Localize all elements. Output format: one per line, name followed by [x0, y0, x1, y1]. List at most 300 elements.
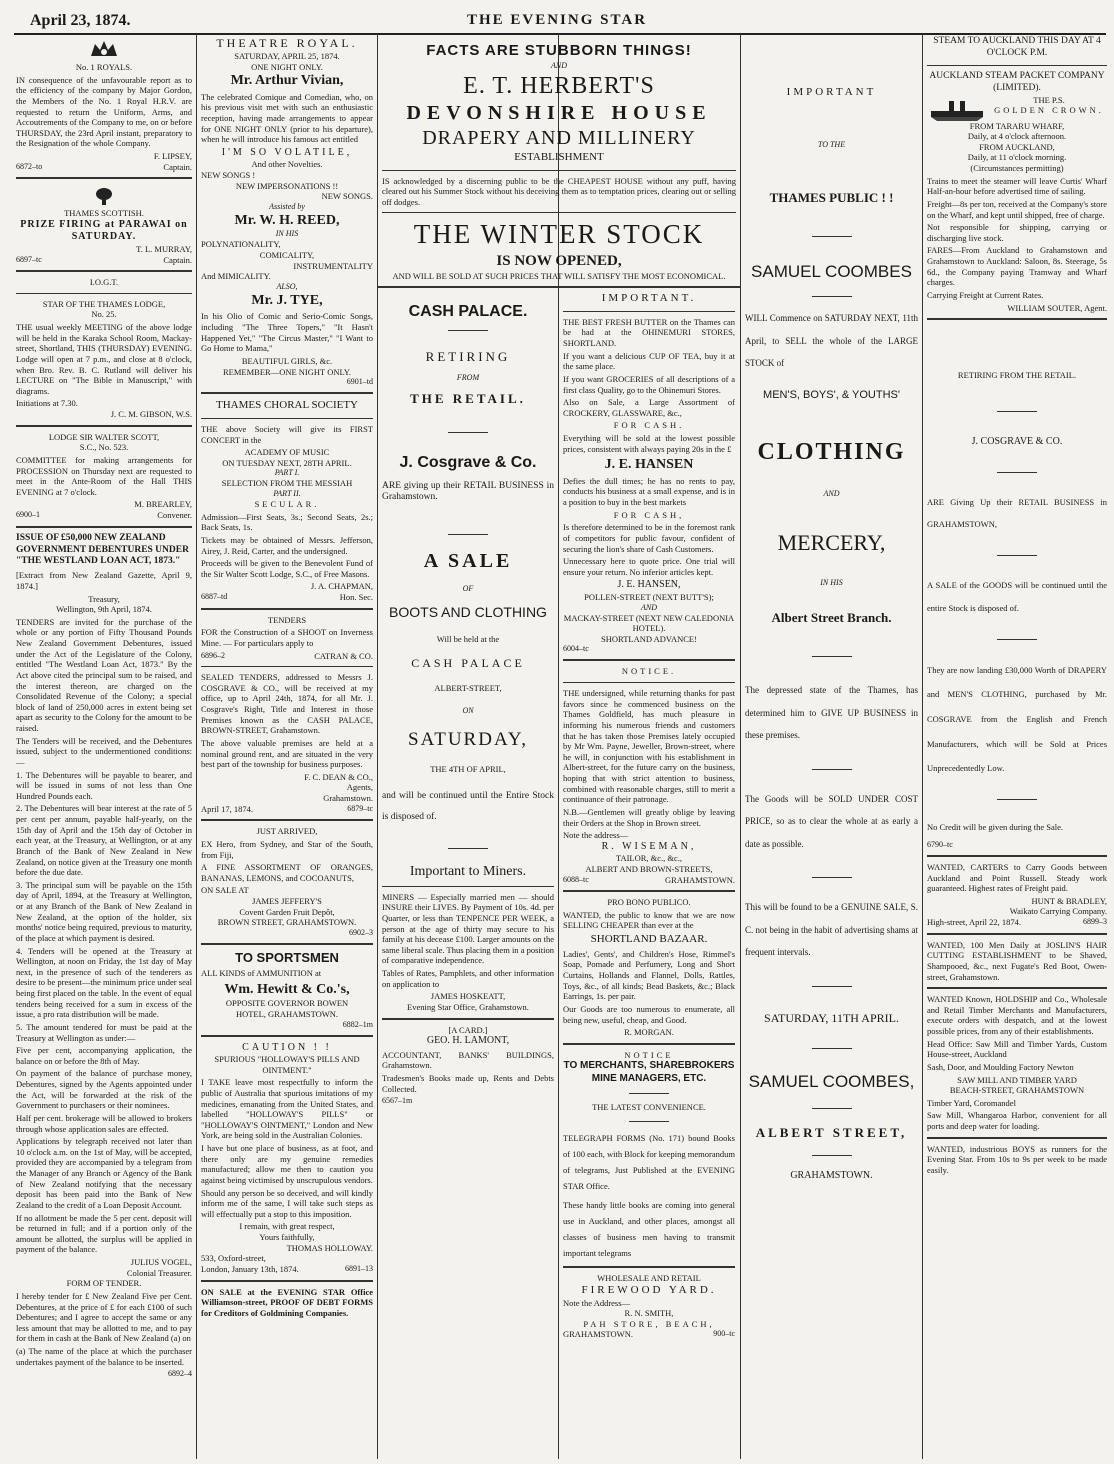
theatre-mim: And MIMICALITY. [201, 271, 271, 282]
theatre-reed: Mr. W. H. REED, [234, 212, 340, 228]
herbert-sold: AND WILL BE SOLD AT SUCH PRICES THAT WILL SATISFY THE MOST ECONOMICAL. [392, 270, 726, 281]
divider [201, 1035, 373, 1037]
divider [563, 659, 735, 661]
choral-secular: SECULAR. [254, 499, 320, 509]
telegraph-handy: These handy little books are coming into general use in Auckland, and other places, amongst all classes of business men having to transmit important telegrams [563, 1199, 735, 1258]
theatre-songs2: NEW SONGS. [321, 191, 373, 202]
hansen-body2: Is therefore determined to be in the foremost rank of competitors for public favour, confident of securing the lion's share of Cash Customers. [563, 522, 735, 554]
steam-from: FROM TARARU WHARF, [969, 120, 1065, 131]
loan-title: ISSUE OF £50,000 NEW ZEALAND GOVERNMENT DEBENTURES UNDER "THE WESTLAND LOAN ACT, 1873." [16, 532, 189, 567]
choral-body: THE above Society will give its FIRST CONCERT in the [201, 423, 373, 445]
ad-ref: 900–tc [713, 1329, 735, 1339]
caution-date: London, January 13th, 1874. [201, 1263, 299, 1274]
theatre-date: SATURDAY, APRIL 25, 1874. [234, 51, 340, 61]
iogt-lodge: STAR OF THE THAMES LODGE, [42, 298, 166, 309]
royals-signer: F. LIPSEY, [153, 151, 192, 161]
theatre-also: ALSO, [276, 281, 298, 291]
sportsmen-body: ALL KINDS of AMMUNITION at [201, 968, 322, 979]
loan-item: 4. Tenders will be opened at the Treasury at Wellington, at noon on Friday, the 1st day of May next, in the presence of such of the tenderers as desire to be present—the minimum price under seal being first placed on the table. In the event of equal tenders being received for a sum in excess of the issue, a pro rata distribution will be made. [16, 945, 192, 1020]
tea-text: If you want a delicious CUP OF TEA, buy it at the same place. [563, 350, 735, 372]
divider [448, 330, 488, 331]
hansen-name-2: J. E. HANSEN, [617, 579, 681, 591]
herbert-name: E. T. HERBERT'S [463, 72, 655, 99]
steam-freight: Freight—8s per ton, received at the Company's store on the Wharf, and kept until shipped, free of charge. [927, 198, 1107, 220]
choral-messiah: SELECTION FROM THE MESSIAH [221, 478, 353, 489]
ad-ref: 6892–4 [168, 1369, 192, 1379]
column-5 [745, 36, 918, 1461]
devonshire-house: DEVONSHIRE HOUSE [406, 101, 712, 124]
ad-ref: 6899–3 [1083, 917, 1107, 927]
sale-continued: and will be continued until the Entire Stock is disposed of. [382, 791, 554, 823]
divider [812, 986, 852, 987]
theatre-one-night: ONE NIGHT ONLY. [251, 61, 323, 72]
loan-signer: JULIUS VOGEL, [130, 1257, 192, 1267]
divider [382, 1018, 554, 1020]
hansen-name: J. E. HANSEN [604, 457, 694, 473]
steam-notresp: Not responsible for shipping, carrying or discharging live stock. [927, 222, 1107, 243]
iogt-initiations: Initiations at 7.30. [16, 398, 78, 409]
firewood-pah: PAH STORE, BEACH, [583, 1318, 715, 1329]
iogt-body: THE usual weekly MEETING of the above lodge will be held in the Karaka School Room, Mackay-street, Shortland, THIS (THURSDAY) EVENING. Lodge will open at 7 p.m., and close at 8 o'clock, when Bro. Rev. B. C. Rutland will deliver his LECTURE on "The Bible in Manuscript," with diagrams. [16, 322, 192, 396]
steam-carrying: Carrying Freight at Current Rates. [927, 289, 1044, 300]
cosgrave-body: ARE giving up their RETAIL BUSINESS in Grahamstown. [382, 480, 554, 503]
lamont-accountant: ACCOUNTANT, BANKS' BUILDINGS, Grahamstown. [382, 1049, 554, 1071]
theatre-girls: BEAUTIFUL GIRLS, &c. [241, 355, 333, 366]
steamship-icon [927, 95, 987, 121]
timber-saw: SAW MILL AND TIMBER YARD [957, 1074, 1077, 1085]
steam-daily: Daily, at 4 o'clock afternoon. [967, 131, 1067, 142]
held-at: Will be held at the [436, 633, 500, 644]
divider [201, 418, 373, 419]
theatre-performer: Mr. Arthur Vivian, [230, 73, 344, 89]
loan-brokerage: Half per cent. brokerage will be allowed to brokers through whose application sales are effected. [16, 1112, 192, 1134]
steam-crown: GOLDEN CROWN. [994, 105, 1104, 116]
hansen-price: Unnecessary here to quote price. One trial will ensure your return. No inferior articles kept. [563, 556, 735, 577]
divider [16, 177, 192, 179]
divider [563, 311, 735, 312]
card-heading: [A CARD.] [448, 1024, 488, 1035]
sealed-role: Agents, [346, 782, 373, 793]
column-rule [922, 34, 923, 1459]
loan-conditions: The Tenders will be received, and the Debentures issued, subject to the undermentioned conditions:— [16, 735, 192, 767]
divider [812, 656, 852, 657]
sportsmen-firm: Wm. Hewitt & Co.'s, [224, 981, 350, 997]
sportsmen-title: TO SPORTSMEN [235, 949, 339, 965]
cash-palace: CASH PALACE. [408, 303, 528, 320]
divider [377, 286, 740, 288]
saturday-11th: SATURDAY, 11TH APRIL. [764, 1010, 899, 1025]
loan-note: (a) The name of the place at which the purchaser undertakes payment of the balance to be inserted. [16, 1346, 192, 1367]
steam-from2: FROM AUCKLAND, [979, 141, 1055, 152]
theatre-body: The celebrated Comique and Comedian, who, on his previous visit met with such an enthusiastic reception, having made arrangements to appear for ONE NIGHT ONLY (prior to his departure), when he will introduce his famous act entitled [201, 91, 373, 145]
divider [448, 432, 488, 433]
divider [812, 236, 852, 237]
facts-heading: FACTS ARE STUBBORN THINGS! [426, 42, 692, 59]
tenders-agent: CATRAN & CO. [314, 650, 373, 661]
miners-title: Important to Miners. [409, 864, 527, 880]
mercery: MERCERY, [777, 529, 886, 555]
notice-addr: Note the address— [563, 830, 629, 841]
column-rule [196, 34, 197, 1459]
wiseman-corner: ALBERT AND BROWN-STREETS, [585, 863, 713, 874]
loan-intro: TENDERS are invited for the purchase of the whole or any portion of Fifty Thousand Pounds New Zealand Government Debentures, issued under the Act of the Legislature of the Colony, entitled "The Westland Loan Act, 1873." By the Act above cited the principal sum to be raised, and the interest thereon, are charged on the Consolidated Revenue of the Colony; a special block of land of 250,000 acres in extent being set apart as security to the Colony for the amount to be raised. [16, 616, 192, 733]
arrived-sale: ON SALE AT [201, 885, 249, 896]
column-rule [377, 34, 378, 1459]
carters-date: High-street, April 22, 1874. [927, 917, 1021, 928]
column-2 [201, 36, 373, 1461]
albert-branch: Albert Street Branch. [771, 610, 892, 625]
divider [563, 1043, 735, 1045]
caution-remain: I remain, with great respect, [239, 1221, 335, 1232]
scott-signer: M. BREARLEY, [134, 499, 192, 510]
cash-palace-2: CASH PALACE [411, 656, 525, 671]
theatre-poly: POLYNATIONALITY, [201, 239, 281, 250]
caution-yours: Yours faithfully, [259, 1232, 315, 1242]
divider [448, 848, 488, 849]
column-6 [927, 36, 1107, 1461]
notice-nb: N.B.—Gentlemen will greatly oblige by leaving their Orders at the Shop in Brown street. [563, 806, 735, 828]
divider [201, 1280, 373, 1282]
theatre-tye-body: In his Olio of Comic and Serio-Comic Songs, including "The Three Topers," "It Hasn't Happened Yet," "The Circus Master," "I Want to Go Home to Mama," [201, 311, 373, 354]
divider [997, 799, 1037, 800]
divider [812, 877, 852, 878]
steam-heading: STEAM TO AUCKLAND THIS DAY AT 4 O'CLOCK P.M. [933, 36, 1101, 58]
divider [812, 1108, 852, 1109]
boys-wanted: WANTED, industrious BOYS as runners for the Evening Star. From 10s to 9s per week to be made easily. [927, 1143, 1107, 1175]
timber-sash: Sash, Door, and Moulding Factory Newton [927, 1061, 1074, 1072]
boots-clothing: BOOTS AND CLOTHING [389, 604, 547, 621]
herbert-body: IS acknowledged by a discerning public to be the CHEAPEST HOUSE without any puff, having cleared out his Summer Stock without his deceiving them as to temptation prices, clearing out or selling off dodges. [382, 175, 736, 207]
important-heading: IMPORTANT [786, 86, 877, 98]
samuel-coombes: SAMUEL COOMBES [751, 262, 912, 281]
genuine-sale: This will be found to be a GENUINE SALE, S. C. not being in the habit of advertising shams at frequent intervals. [745, 902, 918, 958]
divider [201, 666, 373, 667]
steam-fares: FARES—From Auckland to Grahamstown and Grahamstown to Auckland: Saloon, 8s. Steerage, 5s 6d., the Company paying Tramway and Wharf charges. [927, 245, 1107, 288]
theatre-remember: REMEMBER—ONE NIGHT ONLY. [223, 366, 351, 377]
wiseman-name: R. WISEMAN, [601, 840, 697, 852]
royals-body: IN consequence of the unfavourable report as to the efficiency of the company by Major Gordon, the Members of the No. 1 Royal H.R.V. are requested to return the Uniform, Arms, and Accoutrements of the Company to me, on or before THURSDAY, the 23rd April instant, preparatory to the Resignation of the whole Company. [16, 74, 192, 149]
sale-date: THE 4TH OF APRIL, [430, 763, 506, 774]
choral-admission: Admission—First Seats, 3s.; Second Seats, 2s.; Back Seats, 1s. [201, 511, 373, 533]
choral-part2: PART II. [273, 489, 301, 498]
ad-ref: 6896–2 [201, 650, 225, 660]
caution-title: CAUTION ! ! [242, 1041, 332, 1053]
divider [927, 318, 1107, 320]
ad-ref: 6887–td [201, 592, 228, 601]
and: AND [823, 488, 840, 498]
scottish-title: THAMES SCOTTISH. [64, 208, 144, 219]
merchants-heading: TO MERCHANTS, SHAREBROKERS MINE MANAGERS, ETC. [563, 1060, 735, 1084]
wiseman-town: GRAHAMSTOWN. [665, 874, 735, 885]
groceries-text: If you want GROCERIES of all descriptions of a first class Quality, go to the Ohinemuri Stores. [563, 373, 735, 395]
arrived-garden: Covent Garden Fruit Depôt, [239, 906, 335, 917]
theatre-act: I'M SO VOLATILE, [221, 146, 353, 158]
and: AND [641, 602, 657, 612]
tenders-body: FOR the Construction of a SHOOT on Inverness Mine. — For particulars apply to [201, 627, 373, 648]
sportsmen-hotel: HOTEL, GRAHAMSTOWN. [235, 1008, 339, 1019]
loan-allotment: If no allotment be made the 5 per cent. deposit will be returned in full; and if a portion only of the amount be allotted, the surplus will be applied in payment of the balance. [16, 1212, 192, 1255]
paper-title: THE EVENING STAR [466, 12, 648, 28]
thames-public: THAMES PUBLIC ! ! [769, 189, 894, 205]
divider [629, 1093, 669, 1094]
herbert-and: AND [551, 60, 567, 70]
establishment: ESTABLISHMENT [514, 150, 604, 163]
divider [16, 293, 192, 294]
cosgrave-name: J. COSGRAVE & CO. [971, 435, 1063, 447]
bazaar-goods: Our Goods are too numerous to enumerate, all being new, useful, cheap, and Good. [563, 1003, 735, 1025]
carters-wanted: WANTED, CARTERS to Carry Goods between Auckland and Point Russell. Steady work guaranteed. Highest rates of Freight paid. [927, 861, 1107, 894]
albert-street: ALBERT-STREET, [434, 683, 502, 694]
tenders-title: TENDERS [267, 614, 307, 625]
column-rule [740, 34, 741, 1459]
to-the: TO THE [817, 139, 846, 149]
divider [448, 534, 488, 535]
loan-form-title: FORM OF TENDER. [66, 1278, 142, 1289]
hair-wanted: WANTED, 100 Men Daily at JOSLIN'S HAIR CUTTING ESTABLISHMENT to be Shaved, Shampooed, &c., next Fugate's Red Boot, Owen-street, Grahamstown. [927, 939, 1107, 982]
timber-beach: BEACH-STREET, GRAHAMSTOWN [949, 1085, 1085, 1096]
caution-body3: Should any person be so deceived, and will kindly inform me of the same, I will take such steps as will effectually put a stop to this imposition. [201, 1187, 373, 1219]
divider [201, 819, 373, 821]
choral-date: ON TUESDAY NEXT, 28TH APRIL. [222, 457, 352, 468]
lowest-prices: Everything will be sold at the lowest possible prices, consistent with always paying 20s in the £ [563, 433, 735, 454]
cosgrave-name: J. Cosgrave & Co. [399, 453, 537, 471]
cosgrave-landing: They are now landing £30,000 Worth of DRAPERY and MEN'S CLOTHING, purchased by Mr. COSGRAVE from the English and French Manufacturers, which will be Sold at Prices Unprecedentedly Low. [927, 664, 1107, 774]
notice-title: NOTICE. [621, 666, 677, 677]
for-cash: FOR CASH. [613, 420, 685, 431]
samuel-coombes-2: SAMUEL COOMBES, [748, 1071, 915, 1091]
for-cash-2: FOR CASH, [613, 509, 685, 520]
loan-telegraph: Applications by telegraph received not later than 10 o'clock a.m. on the 1st of May, will be accepted, provided they are accompanied by a telegram from the Manager of any Branch or Agency of the Bank of New Zealand notifying that the necessary deposit has been paid into the Bank of New Zealand to the credit of a Loan Deposit Account. [16, 1136, 192, 1210]
notice2-title: NOTICE [624, 1049, 674, 1060]
loan-place: Wellington, 9th April, 1874. [56, 604, 152, 615]
bazaar-signer: R. MORGAN. [624, 1027, 674, 1038]
ad-ref: 6891–13 [345, 1263, 373, 1273]
loan-form: I hereby tender for £ New Zealand Five per Cent. Debentures, at the price of £ for each £100 of such Debentures; and I agree to accept the same or any less amount that may be allotted to me, and to pay for them in cash at the Bank of New Zealand (a) on [16, 1290, 192, 1344]
drapery-heading: DRAPERY AND MILLINERY [422, 126, 696, 149]
ad-ref: 6897–tc [16, 254, 42, 264]
latest-convenience: THE LATEST CONVENIENCE. [592, 1102, 706, 1113]
loan-five: Five per cent, accompanying application, the balance on or before the 8th of May. [16, 1045, 192, 1066]
divider [16, 526, 192, 528]
scott-title: LODGE SIR WALTER SCOTT, [48, 431, 160, 442]
divider [997, 639, 1037, 640]
mens-boys-youths: MEN'S, BOYS', & YOUTHS' [763, 388, 900, 401]
in-his: IN HIS [820, 578, 843, 587]
divider [382, 212, 736, 213]
ad-ref: 6790–tc [927, 839, 953, 849]
iogt-no: No. 25. [91, 309, 117, 320]
royal-crest-icon [87, 38, 121, 60]
divider [927, 855, 1107, 857]
divider [812, 769, 852, 770]
of: OF [462, 584, 474, 594]
scottish-body: PRIZE FIRING at PARAWAI on SATURDAY. [20, 218, 188, 243]
pollen-street: POLLEN-STREET (NEXT BUTT'S); [584, 591, 714, 602]
theatre-impersonations: NEW IMPERSONATIONS !! [235, 180, 339, 191]
divider [997, 555, 1037, 556]
miners-body: MINERS — Especially married men — should INSURE their LIVES. By Payment of 10s. 4d. per Quarter, or less than TENPENCE PER WEEK, a person at the age of thirty may secure to his family at his decease £100. Larger amounts on the same liberal scale. Thus placing them in a position of comparative independence. [382, 891, 554, 966]
lamont-name: GEO. H. LAMONT, [426, 1035, 510, 1047]
divider [563, 890, 735, 892]
ad-ref: 6088–tc [563, 874, 589, 884]
lamont-trades: Tradesmen's Books made up, Rents and Debts Collected. [382, 1072, 554, 1094]
divider [201, 943, 373, 945]
masthead [0, 0, 1114, 34]
column-3 [382, 292, 554, 1457]
loan-item: 1. The Debentures will be payable to bearer, and will be issued in sums of not less than One Hundred Pounds each. [16, 769, 192, 801]
grahamstown: GRAHAMSTOWN. [790, 1170, 873, 1182]
theatre-assisted: Assisted by [269, 201, 305, 211]
divider [927, 65, 1107, 66]
ad-ref: 6882–1m [342, 1019, 373, 1029]
timber-head: Head Office: Saw Mill and Timber Yards, Custom House-street, Auckland [927, 1038, 1107, 1060]
choral-title: THAMES CHORAL SOCIETY [216, 399, 358, 412]
retiring-retail: RETIRING FROM THE RETAIL. [957, 370, 1077, 381]
sportsmen-opp: OPPOSITE GOVERNOR BOWEN [225, 998, 349, 1009]
bazaar-body: Ladies', Gents', and Children's Hose, Rimmel's Soap, Pomade and Perfumery, Long and Short Curtains, Hollands and Flannel, Dolls, Rattles, Toys, &c., of all kinds; Bead Baskets, &c.; Black Earrings, 1s. per pair. [563, 948, 735, 1002]
forms-body: ON SALE at the EVENING STAR Office Williamson-street, PROOF OF DEBT FORMS for Creditors of Goldmining Companies. [201, 1286, 373, 1318]
notice-body: THE undersigned, while returning thanks for past favors since he commenced business on the Thames Goldfield, has much pleasure in informing his numerous friends and customers that he has taken those Premises lately occupied by Mr Wm. Payne, Jeweller, Brown-street, where he will, in conjunction with his establishment in Albert-street, for the future carry on the business, hoping that with strict attention to business, combined with reasonable charges, still to merit a continuance of their patronage. [563, 688, 735, 805]
ad-ref: 6902–3 [349, 927, 373, 937]
loan-item: 2. The Debentures will bear interest at the rate of 5 per cent per annum, payable half-yearly, on the 15th day of April and the 15th day of October in each year, at the Treasury, at Wellington, or at any Branch of the Bank of New Zealand in New Zealand, on notice given at the Treasury one month before the due date. [16, 803, 192, 878]
herbert-advert [382, 36, 736, 286]
divider [563, 1266, 735, 1268]
clothing: CLOTHING [757, 438, 906, 465]
ad-ref: 6872–to [16, 161, 43, 171]
loan-extract: [Extract from New Zealand Gazette, April 9, 1874.] [16, 570, 192, 591]
loan-item: 5. The amount tendered for must be paid at the Treasury at Wellington as under:— [16, 1021, 192, 1043]
wiseman-tailor: TAILOR, &c., &c., [615, 853, 683, 864]
loan-treasury: Treasury, [88, 593, 120, 604]
timber-coro: Timber Yard, Coromandel [927, 1097, 1016, 1108]
sealed-place: Grahamstown. [323, 793, 373, 803]
royals-title: No. 1 ROYALS. [75, 62, 133, 72]
from: FROM [456, 373, 480, 383]
bazaar-wanted: WANTED, the public to know that we are now SELLING CHEAPER than ever at the [563, 909, 735, 931]
royals-role: Captain. [163, 161, 192, 172]
divider [382, 886, 554, 887]
mackay-street: MACKAY-STREET (NEXT NEW CALEDONIA HOTEL). [563, 612, 735, 634]
depressed-state: The depressed state of the Thames, has determined him to GIVE UP BUSINESS in these premises. [745, 685, 918, 741]
steam-company: AUCKLAND STEAM PACKET COMPANY (LIMITED). [929, 70, 1105, 93]
caution-signer: THOMAS HOLLOWAY. [286, 1242, 373, 1253]
arrived-body: A FINE ASSORTMENT OF ORANGES, BANANAS, LEMONS, and COCOANUTS, [201, 862, 373, 883]
steam-circ: (Circumstances permitting) [970, 163, 1064, 173]
butter-text: THE BEST FRESH BUTTER on the Thames can be had at the OHINEMURI STORES, SHORTLAND. [563, 316, 735, 348]
arrived-ex: EX Hero, from Sydney, and Star of the South, from Fiji, [201, 838, 373, 860]
steam-trains: Trains to meet the steamer will leave Curtis' Wharf Half-an-hour before advertised time of sailing. [927, 175, 1107, 197]
sealed-signer: F. C. DEAN & CO., [304, 771, 373, 782]
caution-spurious: SPURIOUS "HOLLOWAY'S PILLS AND OINTMENT." [214, 1054, 360, 1075]
choral-tickets: Tickets may be obtained of Messrs. Jefferson, Airey, J. Reid, Carter, and the undersigned. [201, 534, 373, 556]
telegraph-body: TELEGRAPH FORMS (No. 171) bound Books of 100 each, with Block for keeping memorandum of telegrams, Just Published at the EVENING STAR Office. [563, 1133, 735, 1192]
ad-ref: 6901–td [346, 377, 373, 387]
coombes-sale-body: WILL Commence on SATURDAY NEXT, 11th April, to SELL the whole of the LARGE STOCK of [745, 313, 918, 369]
divider [812, 1155, 852, 1156]
divider [201, 608, 373, 610]
caution-addr: 533, Oxford-street, [201, 1253, 266, 1264]
divider [382, 170, 736, 171]
column-1 [16, 36, 192, 1461]
arrived-street: BROWN STREET, GRAHAMSTOWN. [217, 917, 357, 928]
shortland-advance: SHORTLAND ADVANCE! [601, 633, 697, 644]
firewood-town: GRAHAMSTOWN. [563, 1329, 633, 1340]
carters-signer: HUNT & BRADLEY, [1031, 895, 1107, 906]
arrived-shop: JAMES JEFFERY'S [252, 896, 322, 906]
theatre-title: THEATRE ROYAL. [216, 36, 358, 50]
a-sale: A SALE [423, 550, 513, 573]
the-retail: THE RETAIL. [410, 391, 526, 407]
sealed-date: April 17, 1874. [201, 803, 253, 814]
important-title: IMPORTANT. [601, 292, 697, 304]
divider [563, 682, 735, 683]
scottish-role: Captain. [163, 254, 192, 265]
steam-agent: WILLIAM SOUTER, Agent. [1007, 302, 1107, 313]
cosgrave-sale: A SALE of the GOODS will be continued until the entire Stock is disposed of. [927, 580, 1107, 613]
winter-stock: THE WINTER STOCK [413, 219, 705, 250]
caution-body2: I have but one place of business, as at foot, and there only are my genuine remedies manufactured; allow me then to caution you against being victimised by unscrupulous vendors. [201, 1143, 373, 1185]
divider [812, 1048, 852, 1049]
steam-thep: THE P.S. [1033, 94, 1065, 105]
iogt-signer: J. C. M. GIBSON, W.S. [110, 409, 192, 419]
iogt-title: I.O.G.T. [89, 277, 119, 288]
bono-title: PRO BONO PUBLICO. [607, 897, 691, 908]
divider [927, 933, 1107, 935]
bazaar-name: SHORTLAND BAZAAR. [590, 933, 708, 945]
sealed-body2: The above valuable premises are held at a nominal ground rent, and are situated in the very best part of the township for business purposes. [201, 737, 373, 770]
hansen-body: Defies the dull times; he has no rents to pay, conducts his business at a small expense, and is in a position to buy in the best markets [563, 475, 735, 507]
issue-date: April 23, 1874. [30, 12, 131, 29]
timber-wanted: WANTED Known, HOLDSHIP and Co., Wholesale and Retail Timber Merchants and Manufacturers, execute orders with despatch, and at the lowest possible prices, from any of their establishments. [927, 994, 1107, 1037]
theatre-instr: INSTRUMENTALITY [293, 260, 373, 271]
miners-tables: Tables of Rates, Pamphlets, and other information on application to [382, 968, 554, 989]
divider [997, 411, 1037, 412]
albert-street-2: ALBERT STREET, [755, 1125, 908, 1140]
firewood-yard: FIREWOOD YARD. [581, 1283, 717, 1296]
miners-signer: JAMES HOSKEATT, [430, 991, 506, 1002]
miners-office: Evening Star Office, Grahamstown. [407, 1001, 529, 1012]
ad-ref: 6004–tc [563, 644, 589, 654]
column-4 [563, 292, 735, 1457]
firewood-note: Note the Address— [563, 1297, 631, 1308]
loan-payment: On payment of the balance of purchase money, Debentures, signed by the Agents appointed under the Act, will be forwarded at the risk of the Government to purchasers or their nominees. [16, 1068, 192, 1111]
cosgrave-credit: No Credit will be given during the Sale. [927, 821, 1063, 832]
arrived-title: JUST ARRIVED, [256, 826, 318, 837]
choral-part1: PART I. [274, 468, 300, 478]
choral-signer: J. A. CHAPMAN, [310, 581, 373, 592]
thistle-crest-icon [87, 184, 121, 206]
choral-academy: ACADEMY OF MUSIC [244, 447, 330, 458]
loan-item: 3. The principal sum will be payable on the 15th day of April, 1894, at the Treasury at Wellington, or at any Branch of the Bank of New Zealand in New Zealand, at the option of the holder, six months' notice being required, previous to maturity, of the place at which payment is desired. [16, 879, 192, 943]
divider [997, 472, 1037, 473]
choral-role: Hon. Sec. [339, 592, 373, 602]
divider [927, 1137, 1107, 1139]
theatre-novelties: And other Novelties. [251, 159, 323, 170]
on: ON [462, 706, 474, 715]
caution-body: I TAKE leave most respectfully to inform the public of Australia that spurious imitations of my medicines, emanating from the United States, and labelled "HOLLOWAY'S PILLS" or "HOLLOWAY'S OINTMENT," London and New York, are being sold in the Australian Colonies. [201, 1077, 373, 1141]
divider [812, 296, 852, 297]
divider [927, 987, 1107, 989]
choral-proceeds: Proceeds will be given to the Benevolent Fund of the Sir Walter Scott Lodge, S.C., of Free Masons. [201, 558, 373, 579]
carters-company: Waikato Carrying Company. [1009, 906, 1107, 917]
sealed-body: SEALED TENDERS, addressed to Messrs J. COSGRAVE & CO., will be received at my office, up to April 24th, 1874, for all Mr. J. Cosgrave's Right, Title and Interest in those Premises known as the CASH PALACE, BROWN-STREET, Grahamstown. [201, 672, 373, 736]
cost-price: The Goods will be SOLD UNDER COST PRICE, so as to clear the whole at as early a date as possible. [745, 793, 918, 849]
scottish-signer: T. L. MURRAY, [136, 243, 192, 254]
cosgrave-giving: ARE Giving Up their RETAIL BUSINESS in GRAHAMSTOWN, [927, 497, 1107, 530]
ad-ref: 6900–1 [16, 510, 40, 519]
theatre-comic: COMICALITY, [259, 250, 315, 260]
divider [16, 425, 192, 427]
